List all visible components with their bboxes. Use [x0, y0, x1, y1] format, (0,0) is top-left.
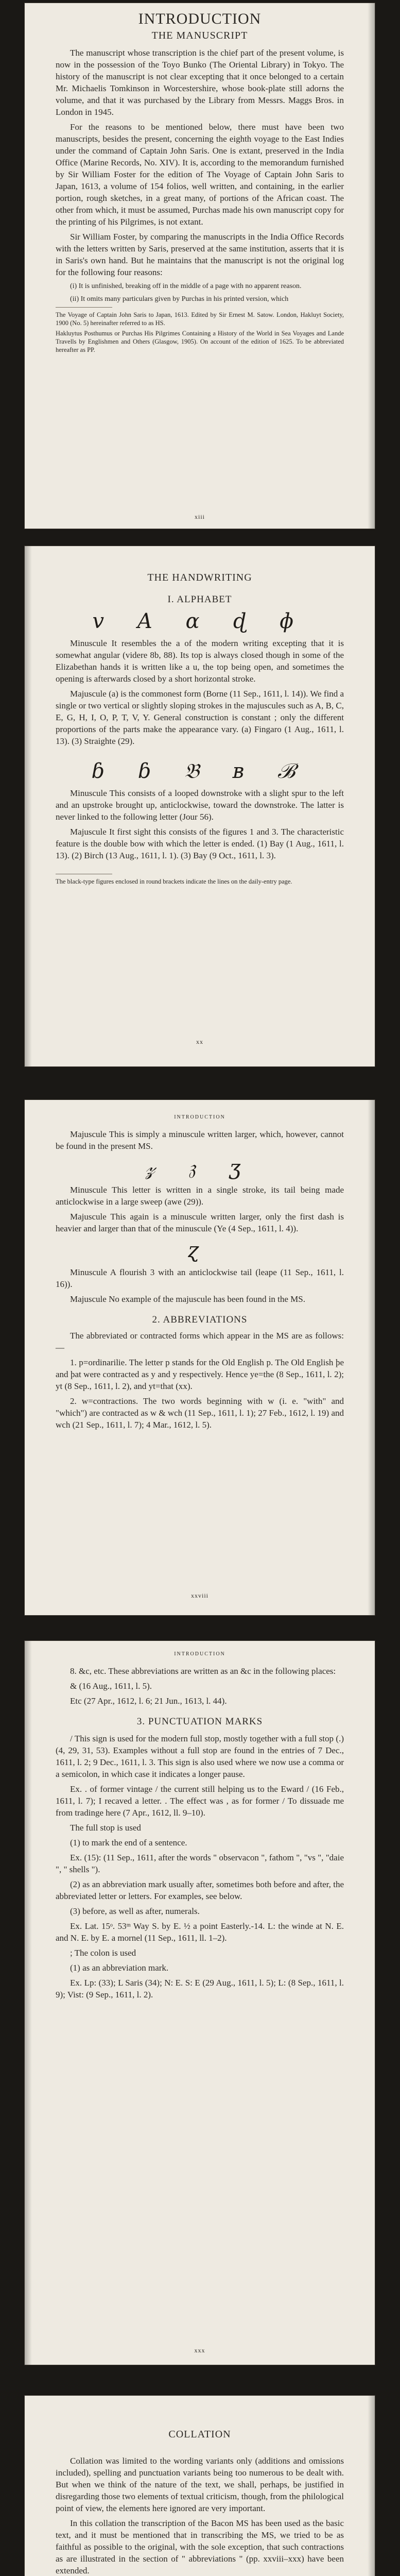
page-title: THE HANDWRITING — [147, 572, 252, 583]
paragraph: Majuscule It first sight this consists of the figures 1 and 3. The characteristic feature is the double bow with which the letter is ended. (1) Bay (1 Aug., 1611, l. 13). (2) Birch (13 Aug., 1611, l. 1). (3) Bay (9 Oct., 1611, l. 3). — [56, 827, 344, 860]
paragraph: (1) as an abbreviation mark. — [70, 1963, 169, 1973]
page-number: xxx — [194, 2347, 205, 2354]
paragraph: Minuscule It resembles the a of the modern writing excepting that it is somewhat angular (videre 8b, 88). Its top is always closed though in some of the Elizabethan hands it is written like a u, the top being open, and sometimes the opening is afterwards closed by a short horizontal stroke. — [56, 638, 344, 684]
footnote-rule — [56, 307, 112, 308]
page-edge-shadow — [368, 1100, 375, 1615]
handwriting-sample: v A ɑ ɖ ɸ — [92, 609, 307, 633]
running-header: INTRODUCTION — [174, 1114, 225, 1120]
paragraph: (3) before, as well as after, numerals. — [70, 1906, 200, 1916]
page-edge-shadow — [25, 1641, 32, 2365]
page-edge-shadow — [368, 2396, 375, 2576]
paragraph: Ex. (15): (11 Sep., 1611, after the words " observacon ", fathom ", "vs ", "daie ", " shells "). — [56, 1853, 344, 1874]
paragraph: Collation was limited to the wording variants only (additions and omissions included), spelling and punctuation variants being too numerous to be dealt with. But when we think of the nature of the text, we shall, perhaps, be justified in disregarding those two elements of textual criticism, though, from the philological point of view, the elements here ignored are very important. — [56, 2456, 344, 2513]
paragraph: 8. &c, etc. These abbreviations are written as an &c in the following places: — [70, 1666, 336, 1676]
list-item: 2. w=contractions. The two words beginning with w (i. e. "with" and "which") are contracted as w & wch (11 Sep., 1611, l. 1); 27 Feb., 1612, l. 19) and wch (21 Sep., 1611, l. 7); 4 Mar., 1612, l. 5). — [56, 1396, 344, 1430]
page-subtitle: THE MANUSCRIPT — [151, 30, 248, 41]
paragraph: Ex. Lp: (33); L Saris (34); N: E. S: E (29 Aug., 1611, l. 5); L: (8 Sep., 1611, l. 9); Vist: (9 Sep., 1611, l. 2). — [56, 1978, 344, 1999]
handwriting-sample: ɀ — [187, 1239, 212, 1262]
footnote: The Voyage of Captain John Saris to Japan, 1613. Edited by Sir Ernest M. Satow. London, Hakluyt Society, 1900 (No. 5) hereinafter referred to as HS. — [56, 311, 344, 327]
paragraph: (2) as an abbreviation mark usually after, sometimes both before and after, the abbreviated letter or letters. For examples, see below. — [56, 1879, 344, 1901]
paragraph: Ex. . of former vintage / the current still helping us to the Eward / (16 Feb., 1611, l. 7); I recaved a letter. . The effect was , as for former / To dissuade me from tradinge here (7 Apr., 1612, ll. 9–10). — [56, 1784, 344, 1818]
paragraph: (ii) It omits many particulars given by Purchas in his printed version, which — [70, 295, 289, 303]
page-edge-shadow — [25, 546, 32, 1066]
page-1 — [25, 3, 375, 529]
page-5 — [25, 2396, 375, 2576]
paragraph: Ex. Lat. 15ᵒ. 53ᵐ Way S. by E. ½ a point Easterly.-14. L: the winde at N. E. and N. E. by E. a mornel (11 Sep., 1611, ll. 1–2). — [56, 1921, 344, 1943]
paragraph: The manuscript whose transcription is the chief part of the present volume, is now in the possession of the Toyo Bunko (The Oriental Library) in Tokyo. The history of the manuscript is not clear excepting that it once belonged to a certain Mr. Michaelis Tomkinson in Worcestershire, whose book-plate still adorns the volume, and that it was purchased by the Library from Messrs. Maggs Bros. in London in 1945. — [56, 48, 344, 117]
section-heading: 2. ABBREVIATIONS — [152, 1314, 248, 1325]
paragraph: Majuscule No example of the majuscule has been found in the MS. — [70, 1294, 305, 1304]
page-4 — [25, 1641, 375, 2365]
paragraph: Majuscule (a) is the commonest form (Borne (11 Sep., 1611, l. 14)). We find a single or two vertical or slightly sloping strokes in the majuscules such as A, B, C, E, G, H, I, O, P, T, V, Y. General construction is constant ; only the different proportions of the parts make the appearance vary. (a) Fingaro (1 Aug., 1611, l. 13). (3) Straighte (29). — [56, 689, 344, 746]
paragraph: Minuscule This consists of a looped downstroke with a slight spur to the left and an upstroke brought up, anticlockwise, toward the downstroke. The latter is never linked to the following letter (Jour 56). — [56, 788, 344, 822]
paragraph: The full stop is used — [70, 1823, 141, 1833]
page-3 — [25, 1100, 375, 1615]
paragraph: Majuscule This is simply a minuscule written larger, which, however, cannot be found in the present MS. — [56, 1129, 344, 1151]
page-number: xiii — [194, 513, 205, 520]
paragraph: For the reasons to be mentioned below, there must have been two manuscripts, besides the present, concerning the eighth voyage to the East Indies under the command of Captain John Saris. One is extant, preserved in the India Office (Marine Records, No. XIV). It is, according to the memorandum furnished by Sir William Foster for the edition of The Voyage of Captain John Saris to Japan, 1613, a volume of 154 folios, well written, and containing, in the earlier portion, rough sketches, in a great many, of portions of the African coast. The other from which, it must be assumed, Purchas made his own manuscript copy for the printing of his Pilgrimes, is not extant. — [56, 122, 344, 227]
page-title: INTRODUCTION — [138, 10, 262, 27]
paragraph: ; The colon is used — [70, 1948, 136, 1958]
paragraph: Majuscule This again is a minuscule written larger, only the first dash is heavier and larger than that of the minuscule (Ye (4 Sep., 1611, l. 4)). — [56, 1212, 344, 1233]
footnote: The black-type figures enclosed in round brackets indicate the lines on the daily-entry page. — [56, 878, 292, 885]
paragraph: In this collation the transcription of the Bacon MS has been used as the basic text, and it must be mentioned that in transcribing the MS, we tried to be as faithful as possible to the original, with the sole exception, that such contractions as are illustrated in the section of " abbreviations " (pp. xxviii–xxx) have been extended. — [56, 2518, 344, 2575]
paragraph: Minuscule This letter is written in a single stroke, its tail being made anticlockwise in a large sweep (awe (29)). — [56, 1185, 344, 1207]
page-edge-shadow — [368, 3, 375, 529]
section-heading: I. ALPHABET — [167, 594, 232, 605]
page-2 — [25, 546, 375, 1066]
page-number: xxviii — [190, 1592, 208, 1599]
section-heading: 3. PUNCTUATION MARKS — [136, 1716, 263, 1727]
handwriting-sample: ɓ ɓ 𝔅 ʙ ℬ — [91, 759, 308, 783]
list-item: 1. p=ordinarilie. The letter p stands for the Old English p. The Old English þe and þat were contracted as y and y respectively. Hence ye=the (8 Sep., 1611, l. 2); yt (8 Sep., 1611, l. 2), and yt=that (xx). — [56, 1358, 344, 1391]
paragraph: Sir William Foster, by comparing the manuscripts in the India Office Records with the letters written by Saris, preserved at the same institution, asserts that it is in Saris's own hand. But he maintains that the manuscript is not the original log for the following four reasons: — [56, 232, 344, 277]
paragraph: Minuscule A flourish 3 with an anticlockwise tail (leape (11 Sep., 1611, l. 16)). — [56, 1267, 344, 1289]
paragraph: The abbreviated or contracted forms which appear in the MS are as follows:— — [56, 1331, 344, 1352]
paragraph: & (16 Aug., 1611, l. 5). — [70, 1681, 152, 1691]
paragraph: / This sign is used for the modern full stop, mostly together with a full stop (.) (4, 29, 31, 53). Examples without a full stop are found in the entries of 7 Dec., 1611, l. 2; 9 Dec., 1611, l. 3. This sign is also used where we now use a comma or a semicolon, in which case it indicates a longer pause. — [56, 1734, 344, 1779]
paragraph: (i) It is unfinished, breaking off in the middle of a page with no apparent reason. — [70, 282, 302, 290]
footnote: Hakluytus Posthumus or Purchas His Pilgrimes Containing a History of the World in Sea Voyages and Lande Travells by Englishmen and Others (Glasgow, 1905). On account of the edition of 1625. To be abbreviated hereafter as PP. — [56, 330, 344, 353]
page-number: xx — [196, 1038, 203, 1045]
running-header: INTRODUCTION — [174, 1651, 225, 1657]
paragraph: Etc (27 Apr., 1612, l. 6; 21 Jun., 1613, l. 44). — [70, 1696, 227, 1706]
handwriting-sample: 𝓏 𝔷 ʒ — [145, 1156, 254, 1180]
paragraph: (1) to mark the end of a sentence. — [70, 1838, 187, 1848]
section-heading: COLLATION — [168, 2429, 231, 2440]
